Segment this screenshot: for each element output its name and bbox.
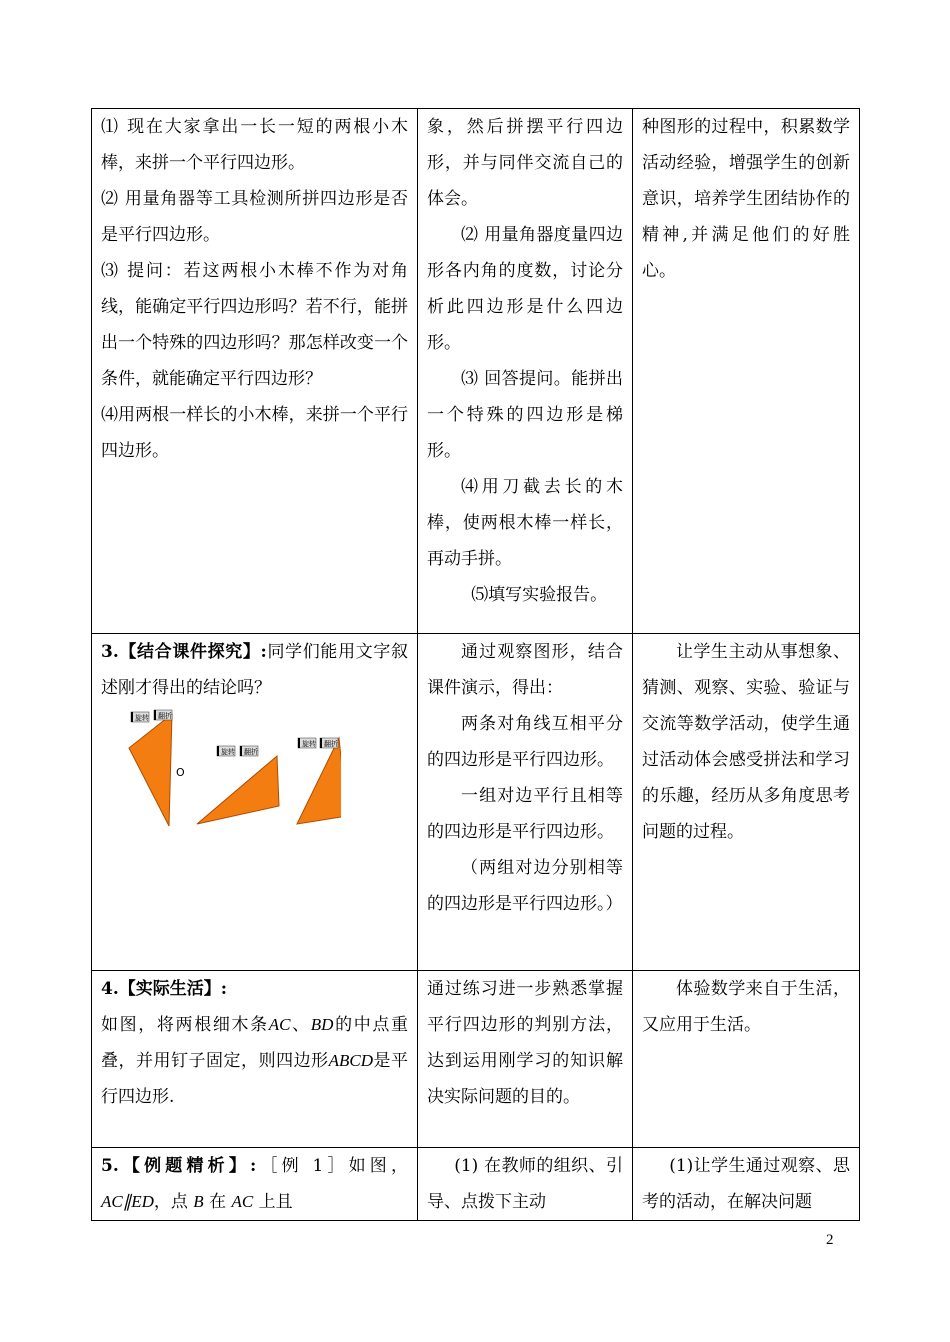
student-text-1: 象，然后拼摆平行四边形，并与同伴交流自己的体会。 [427,117,623,209]
student-text-2: 两条对角线互相平分的四边形是平行四边形。 [427,714,623,770]
text-part: 、 [290,1015,311,1035]
student-text-4: （两组对边分别相等的四边形是平行四边形。） [427,858,623,914]
table-row [92,634,860,971]
student-text-3: ⑶ 回答提问。能拼出一个特殊的四边形是梯形。 [427,369,623,461]
rotate-label: 旋转 [135,714,149,722]
text-part: 如图，将两根细木条 [101,1015,269,1035]
flip-label: 翻折 [324,740,338,748]
text-part: 上且 [258,1192,293,1212]
step-2-text: ⑵ 用量角器等工具检测所拼四边形是否是平行四边形。 [101,189,408,245]
teacher-activity-cell [92,1148,418,1221]
text-part: 在 [209,1192,227,1212]
lesson-table [91,108,860,1221]
rotate-label: 旋转 [302,740,316,748]
design-intent-cell [633,109,860,634]
flip-label: 翻折 [244,748,258,756]
triangle-figure [101,708,408,834]
student-activity-cell [418,971,633,1148]
student-text-4: ⑷用刀截去长的木棒，使两根木棒一样长，再动手拼。 [427,477,623,569]
example-text [101,1148,408,1220]
triangle-2 [197,746,279,824]
teacher-activity-cell [92,109,418,634]
section-heading: 4.【实际生活】: [101,979,228,999]
table-row [92,109,860,634]
step-4-text: ⑷用两根一样长的小木棒，来拼一个平行四边形。 [101,405,408,461]
section-heading: 5.【例题精析】: [101,1156,257,1176]
student-text-5: ⑸填写实验报告。 [471,585,608,605]
table-row [92,971,860,1148]
teacher-activity-cell [92,634,418,971]
text-part: ，点 [153,1192,188,1212]
student-activity-cell [418,1148,633,1221]
intent-text: 让学生主动从事想象、猜测、观察、实验、验证与交流等数学活动，使学生通过活动体会感受拼法和学习的乐趣，经历从多角度思考问题的过程。 [642,642,850,842]
intent-text: 体验数学来自于生活，又应用于生活。 [642,979,850,1035]
text-part: ［例 1］如图， [256,1156,408,1176]
parallel-statement: AC∥ED [101,1192,154,1211]
text-part: 是平行四边形. [101,1051,409,1107]
teacher-activity-cell [92,971,418,1148]
quad-abcd: ABCD [328,1051,373,1070]
step-3-text: ⑶ 提问：若这两根小木棒不作为对角线，能确定平行四边形吗？若不行，能拼出一个特殊的四边形吗？那怎样改变一个条件，就能确定平行四边形？ [101,261,408,389]
section-question: 同学们能用文字叙述刚才得出的结论吗？ [101,642,409,698]
triangle-3 [297,738,341,824]
section-heading: 3.【结合课件探究】: [101,642,267,662]
intent-text: 种图形的过程中，积累数学活动经验，增强学生的创新意识，培养学生团结协作的精神,并满足他们的好胜心。 [642,117,850,281]
point-o-label: O [176,766,185,779]
student-text-3: 一组对边平行且相等的四边形是平行四边形。 [427,786,623,842]
text-part: 的中点重叠，并用钉子固定，则四边形 [101,1015,409,1071]
student-activity-cell [418,109,633,634]
design-intent-cell [633,971,860,1148]
student-text: (1) 在教师的组织、引导、点拨下主动 [427,1156,623,1212]
student-text-2: ⑵ 用量角器度量四边形各内角的度数，讨论分析此四边形是什么四边形。 [427,225,623,353]
student-text: 通过练习进一步熟悉掌握平行四边形的判别方法，达到运用刚学习的知识解决实际问题的目的。 [427,979,623,1107]
flip-label: 翻折 [158,712,172,720]
page-number: 2 [826,1232,834,1248]
segment-bd: BD [310,1015,334,1034]
triangle-1 [129,710,185,826]
intent-text: (1)让学生通过观察、思考的活动，在解决问题 [642,1156,850,1212]
student-text-1: 通过观察图形，结合课件演示，得出： [427,642,623,698]
rotate-label: 旋转 [221,748,235,756]
point-b: B [193,1192,204,1211]
design-intent-cell [633,634,860,971]
segment-ac: AC [231,1192,254,1211]
segment-ac: AC [268,1015,291,1034]
step-1-text: ⑴ 现在大家拿出一长一短的两根小木棒，来拼一个平行四边形。 [101,117,408,173]
table-row [92,1148,860,1221]
student-activity-cell [418,634,633,971]
problem-text [101,1007,408,1115]
design-intent-cell [633,1148,860,1221]
